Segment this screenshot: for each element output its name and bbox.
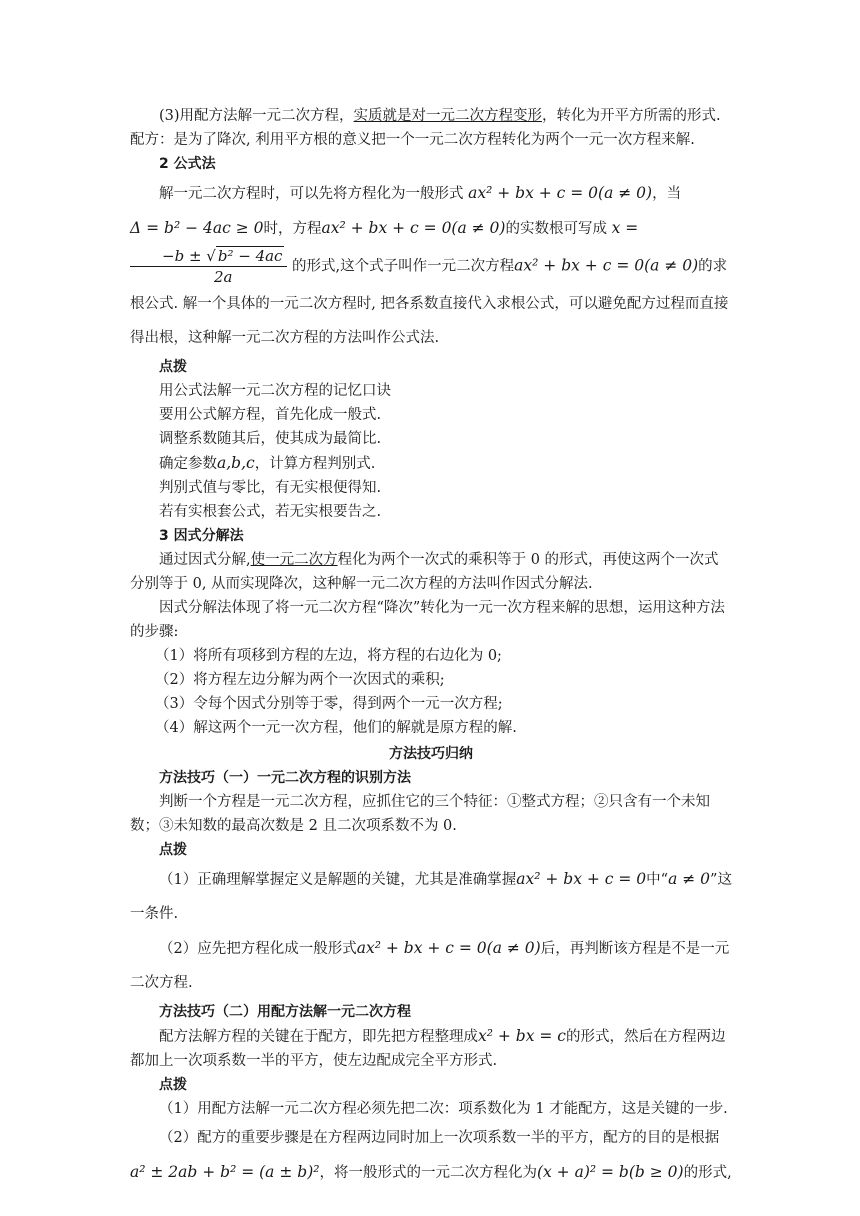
math-general-form: ax² + bx + c = 0(a ≠ 0) (356, 939, 541, 957)
mnemonic-line: 若有实根套公式，若无实根要告之. (159, 504, 382, 520)
text: （2）应先把方程化成一般形式 (159, 941, 357, 957)
tip-heading: 点拨 (159, 1077, 187, 1093)
math-identity: a² ± 2ab + b² = (a ± b)² (130, 1163, 320, 1181)
math-root-lhs: x = (611, 219, 639, 237)
text: 确定参数 (159, 456, 217, 472)
radicand: b² − 4ac (217, 247, 283, 265)
math-root-fraction (130, 246, 287, 287)
tip-item (130, 931, 732, 1000)
math-equation: ax² + bx + c = 0 (516, 870, 647, 888)
text: (3)用配方法解一元二次方程， (159, 108, 354, 124)
underlined-text: 实质就是对一元二次方程变形 (353, 108, 543, 124)
fraction-numerator (130, 246, 287, 267)
text: ，当 (652, 186, 682, 202)
text: 时，方程 (263, 221, 322, 237)
radical-sign: √ (206, 247, 216, 265)
math-equation: (x + a)² = b(b ≥ 0) (536, 1163, 684, 1181)
math-equation: x² + bx = c (478, 1027, 566, 1045)
text: 通过因式分解, (159, 552, 251, 568)
text: 的求根公式. 解一个具体的一元二次方程时, 把各系数直接代入求根公式，可以避免配方过程而直接得出根，这种解一元二次方程的方法叫作公式法. (130, 258, 729, 346)
heading-factoring-method: 3 因式分解法 (159, 528, 244, 544)
mnemonic-line: 调整系数随其后，使其成为最简比. (159, 431, 382, 447)
text: 的形式,这个式子叫作一元二次方程 (287, 258, 515, 275)
mnemonic-line: 判别式值与零比，有无实根便得知. (159, 480, 382, 496)
text: 中“ (646, 872, 669, 888)
mnemonic-line (130, 451, 732, 476)
text: ，转化为开平方所需的形式. 配方：是为了降次, 利用平方根的意义把一个一元二次方程转化为两个一元一次方程来解. (130, 108, 721, 148)
math-condition: a ≠ 0 (668, 870, 711, 888)
math-general-form: ax² + bx + c = 0(a ≠ 0) (514, 256, 699, 275)
mnemonic-title: 用公式法解一元二次方程的记忆口诀 (159, 383, 391, 399)
tip-item (130, 1121, 732, 1190)
math-discriminant: Δ = b² − 4ac ≥ 0 (130, 219, 264, 237)
paragraph-identification: 判断一个方程是一元二次方程，应抓住它的三个特征：①整式方程；②只含有一个未知数；③未知数的最高次数是 2 且二次项系数不为 0. (130, 794, 710, 834)
fraction-denominator: 2a (213, 268, 233, 286)
text: 后，再判断该方程是不是一元二次方程. (130, 941, 730, 991)
factoring-step: （3）令每个因式分别等于零，得到两个一元一次方程; (155, 696, 503, 712)
factoring-step: （2）将方程左边分解为两个一次因式的乘积; (155, 672, 445, 688)
math-general-form: ax² + bx + c = 0(a ≠ 0) (321, 219, 506, 237)
factoring-step: （4）解这两个一元一次方程，他们的解就是原方程的解. (155, 720, 517, 736)
text: 的形式，然后在方程两边都加上一次项系数一半的平方，使左边配成完全平方形式. (130, 1029, 726, 1069)
tip-heading: 点拨 (159, 842, 187, 858)
text: （2）配方的重要步骤是在方程两边同时加上一次项系数一半的平方，配方的目的是根据 (159, 1130, 720, 1146)
paragraph-factoring-steps-intro: 因式分解法体现了将一元二次方程“降次”转化为一元一次方程来解的思想，运用这种方法的步骤: (130, 600, 725, 640)
tip-item (130, 862, 732, 931)
text: 配方法解方程的关键在于配方，即先把方程整理成 (159, 1029, 478, 1045)
text: 解一元二次方程时，可以先将方程化为一般形式 (159, 186, 469, 202)
text: ”这一条件. (130, 872, 732, 922)
underlined-text: 使一元二次方 (250, 552, 338, 568)
method-heading-2: 方法技巧（二）用配方法解一元二次方程 (159, 1004, 411, 1020)
text: ，将一般形式的一元二次方程化为 (319, 1165, 537, 1181)
mnemonic-line: 要用公式解方程，首先化成一般式. (159, 407, 382, 423)
section-title: 方法技巧归纳 (389, 746, 473, 762)
tip-heading: 点拨 (159, 359, 187, 375)
paragraph-factoring (130, 548, 732, 596)
text: ，计算方程判别式. (254, 456, 376, 472)
math-text: −b ± (162, 247, 207, 265)
document-body (130, 104, 732, 1190)
text: 的实数根可写成 (505, 221, 612, 237)
math-general-form: ax² + bx + c = 0(a ≠ 0) (468, 184, 653, 202)
paragraph-formula-method (130, 176, 732, 355)
text: （1）正确理解掌握定义是解题的关键，尤其是准确掌握 (159, 872, 517, 888)
text: 的形式, (683, 1165, 732, 1181)
heading-formula-method: 2 公式法 (159, 156, 216, 172)
factoring-step: （1）将所有项移到方程的左边，将方程的右边化为 0; (155, 648, 502, 664)
math-parameters: a,b,c (217, 454, 255, 472)
paragraph-completing-square-method (130, 1024, 732, 1073)
method-heading-1: 方法技巧（一）一元二次方程的识别方法 (159, 770, 411, 786)
tip-item: （1）用配方法解一元二次方程必须先把二次：项系数化为 1 才能配方，这是关键的一步. (159, 1101, 728, 1117)
paragraph-completing-square (130, 104, 732, 152)
text: 程化为两个一次式的乘积等于 0 的形式，再使这两个一次式分别等于 0, 从而实现降次，这种解一元二次方程的方法叫作因式分解法. (130, 552, 719, 592)
